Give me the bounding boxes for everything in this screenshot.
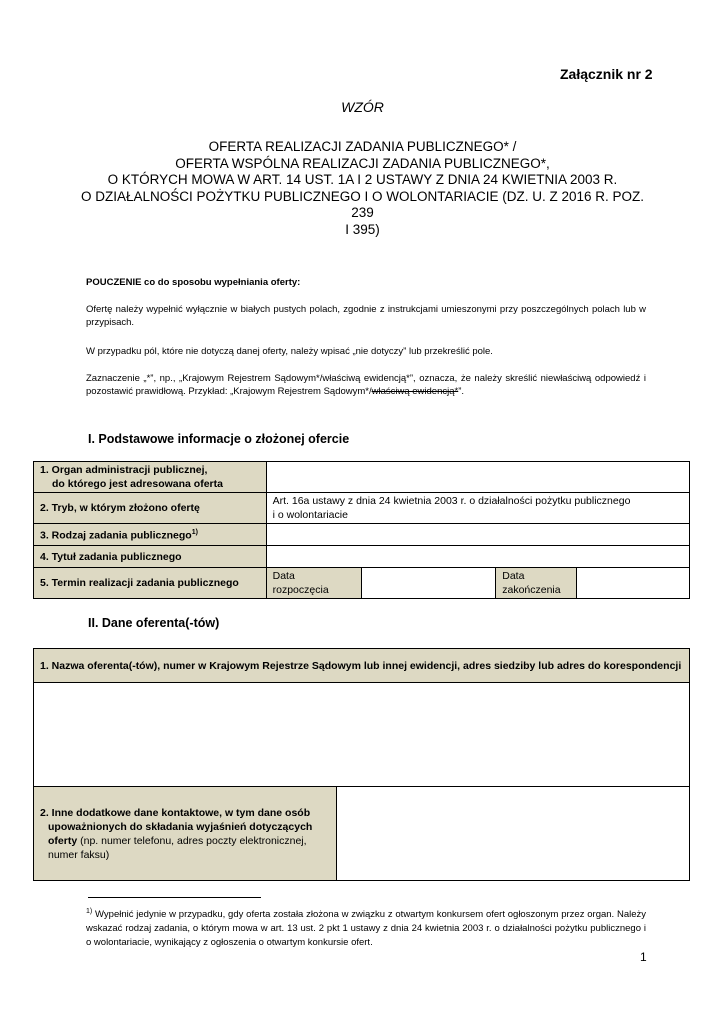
title-line: OFERTA WSPÓLNA REALIZACJI ZADANIA PUBLICZNEGO*, (175, 155, 550, 171)
footnote-ref: 1) (191, 529, 198, 537)
title-line: I 395) (345, 221, 380, 237)
notice-paragraph-3 (86, 372, 646, 398)
task-type-field[interactable] (266, 524, 689, 546)
table-row (34, 546, 690, 568)
contact-data-label: 2. Inne dodatkowe dane kontaktowe, w tym dane osób upoważnionych do składania wyjaśnień dotyczących oferty (np. numer telefonu, adres poczty elektronicznej, numer faksu) (34, 787, 337, 881)
footnote-text: Wypełnić jedynie w przypadku, gdy oferta została złożona w związku z otwartym konkursem ofert ogłoszonym przez organ. Należy wskazać rodzaj zadania, o którym mowa w art. 13 ust. 2 pkt 1 ustawy z dnia 24 kwietnia 2003 r. o działalności pożytku publicznego i o wolontariacie, wynikający z ogłoszenia o otwartym konkursie ofert. (86, 909, 647, 949)
deadline-label: 5. Termin realizacji zadania publicznego (34, 568, 267, 599)
page-number: 1 (640, 950, 647, 964)
section-2-title: II. Dane oferenta(-tów) (88, 616, 220, 630)
footnote-marker: 1) (86, 908, 93, 915)
notice-p3-text: Zaznaczenie „*”, np., „Krajowym Rejestrem Sądowym*/właściwą ewidencją*”, oznacza, że należy skreślić niewłaściwą odpowiedź i pozostawić prawidłową. Przykład: „Krajowym Rejestrem Sądowym*/ (86, 373, 646, 397)
contact-data-field[interactable] (336, 787, 689, 881)
end-date-label: Data zakończenia (496, 568, 577, 599)
table-row (34, 787, 690, 881)
table-row (34, 524, 690, 546)
task-type-label: 3. Rodzaj zadania publicznego$^{1)}$ (34, 524, 267, 546)
table-row (34, 493, 690, 524)
organ-field[interactable] (266, 462, 689, 493)
offeror-name-label: 1. Nazwa oferenta(-tów), numer w Krajowym Rejestrze Sądowym lub innej ewidencji, adres siedziby lub adres do korespondencji (34, 649, 690, 683)
footnote (86, 905, 646, 950)
notice-paragraph-2: W przypadku pól, które nie dotyczą danej oferty, należy wpisać „nie dotyczy” lub przekreślić pole. (86, 346, 493, 357)
mode-value: Art. 16a ustawy z dnia 24 kwietnia 2003 r. o działalności pożytku publicznego i o wolontariacie (266, 493, 689, 524)
notice-p3-strikethrough: właściwą ewidencją* (371, 386, 459, 397)
title-line: O DZIAŁALNOŚCI POŻYTKU PUBLICZNEGO I O WOLONTARIACIE (DZ. U. Z 2016 R. POZ. 239 (80, 188, 645, 220)
end-date-field[interactable] (577, 568, 690, 599)
offeror-name-field[interactable] (34, 683, 690, 787)
notice-paragraph-1: Ofertę należy wypełnić wyłącznie w białych pustych polach, zgodnie z instrukcjami umieszonymi przy poszczególnych polach lub w przypisach. (86, 304, 646, 328)
offeror-table (33, 648, 690, 881)
start-date-label: Data rozpoczęcia (266, 568, 361, 599)
document-title (80, 139, 645, 238)
notice-heading: POUCZENIE co do sposobu wypełniania oferty: (86, 277, 301, 288)
mode-label: 2. Tryb, w którym złożono ofertę (34, 493, 267, 524)
footnote-divider (88, 897, 261, 898)
template-label: WZÓR (341, 99, 384, 115)
basic-info-table (33, 461, 690, 599)
table-row (34, 683, 690, 787)
section-1-title: I. Podstawowe informacje o złożonej ofercie (88, 432, 350, 446)
title-line: O KTÓRYCH MOWA W ART. 14 UST. 1A I 2 USTAWY Z DNIA 24 KWIETNIA 2003 R. (107, 172, 618, 187)
organ-label: 1. Organ administracji publicznej, do którego jest adresowana oferta (34, 462, 267, 493)
table-row (34, 649, 690, 683)
title-line: OFERTA REALIZACJI ZADANIA PUBLICZNEGO* / (208, 139, 517, 154)
task-title-field[interactable] (266, 546, 689, 568)
table-row (34, 568, 690, 599)
start-date-field[interactable] (361, 568, 496, 599)
annex-label: Załącznik nr 2 (560, 66, 653, 82)
task-title-label: 4. Tytuł zadania publicznego (34, 546, 267, 568)
notice-p3-end: ”. (458, 386, 465, 397)
table-row (34, 462, 690, 493)
